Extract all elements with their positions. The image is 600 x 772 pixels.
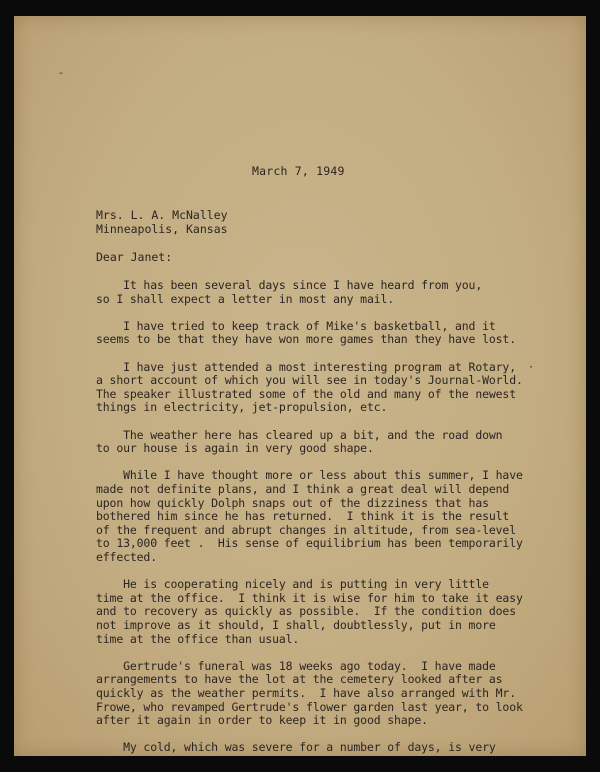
recipient-name: Mrs. L. A. McNalley: [96, 208, 228, 222]
letter-line: so I shall expect a letter in most any mail.: [96, 291, 395, 306]
letter-line: not improve as it should, I shall, doubtlessly, put in more: [96, 618, 496, 632]
letter-line: a short account of which you will see in today's Journal-World.: [96, 373, 523, 388]
letter-line: He is cooperating nicely and is putting in very little: [96, 577, 489, 592]
letter-line: It has been several days since I have heard from you,: [96, 278, 483, 292]
paper-mark: ·: [528, 362, 535, 373]
letter-line: things in electricity, jet-propulsion, etc.: [96, 400, 388, 415]
letter-line: The speaker illustrated some of the old and many of the newest: [96, 386, 516, 401]
recipient-city: Minneapolis, Kansas: [96, 222, 228, 236]
letter-date: March 7, 1949: [252, 164, 345, 178]
letter-page: [14, 16, 586, 756]
letter-line: Gertrude's funeral was 18 weeks ago today. I have made: [96, 658, 496, 673]
letter-line: My cold, which was severe for a number of days, is very: [96, 740, 496, 755]
recipient-address: [96, 208, 228, 236]
letter-line: I have tried to keep track of Mike's basketball, and it: [96, 318, 496, 333]
letter-line: to 13,000 feet . His sense of equilibrium has been temporarily: [96, 536, 523, 551]
letter-line: Frowe, who revamped Gertrude's flower garden last year, to look: [96, 699, 523, 714]
letter-line: The weather here has cleared up a bit, and the road down: [96, 427, 503, 442]
letter-line: time at the office. I think it is wise for him to take it easy: [96, 590, 523, 605]
letter-line: effected.: [96, 550, 157, 564]
letter-line: quickly as the weather permits. I have also arranged with Mr.: [96, 686, 516, 700]
letter-line: arrangements to have the lot at the cemetery looked after as: [96, 672, 503, 687]
letter-line: I have just attended a most interesting program at Rotary,: [96, 359, 516, 374]
letter-line: time at the office than usual.: [96, 631, 300, 646]
letter-line: and to recovery as quickly as possible. If the condition does: [96, 604, 516, 619]
letter-line: made not definite plans, and I think a great deal will depend: [96, 482, 510, 496]
salutation: Dear Janet:: [96, 250, 173, 264]
letter-line: seems to be that they have won more games than they have lost.: [96, 332, 516, 347]
paper-mark: -: [58, 68, 65, 79]
letter-line: bothered him since he has returned. I think it is the result: [96, 509, 510, 524]
letter-line: upon how quickly Dolph snaps out of the dizziness that has: [96, 495, 489, 510]
letter-line: of the frequent and abrupt changes in altitude, from sea-level: [96, 522, 516, 537]
letter-line: to our house is again in very good shape.: [96, 441, 374, 456]
letter-line: While I have thought more or less about this summer, I have: [96, 468, 523, 483]
letter-line: after it again in order to keep it in good shape.: [96, 713, 428, 728]
